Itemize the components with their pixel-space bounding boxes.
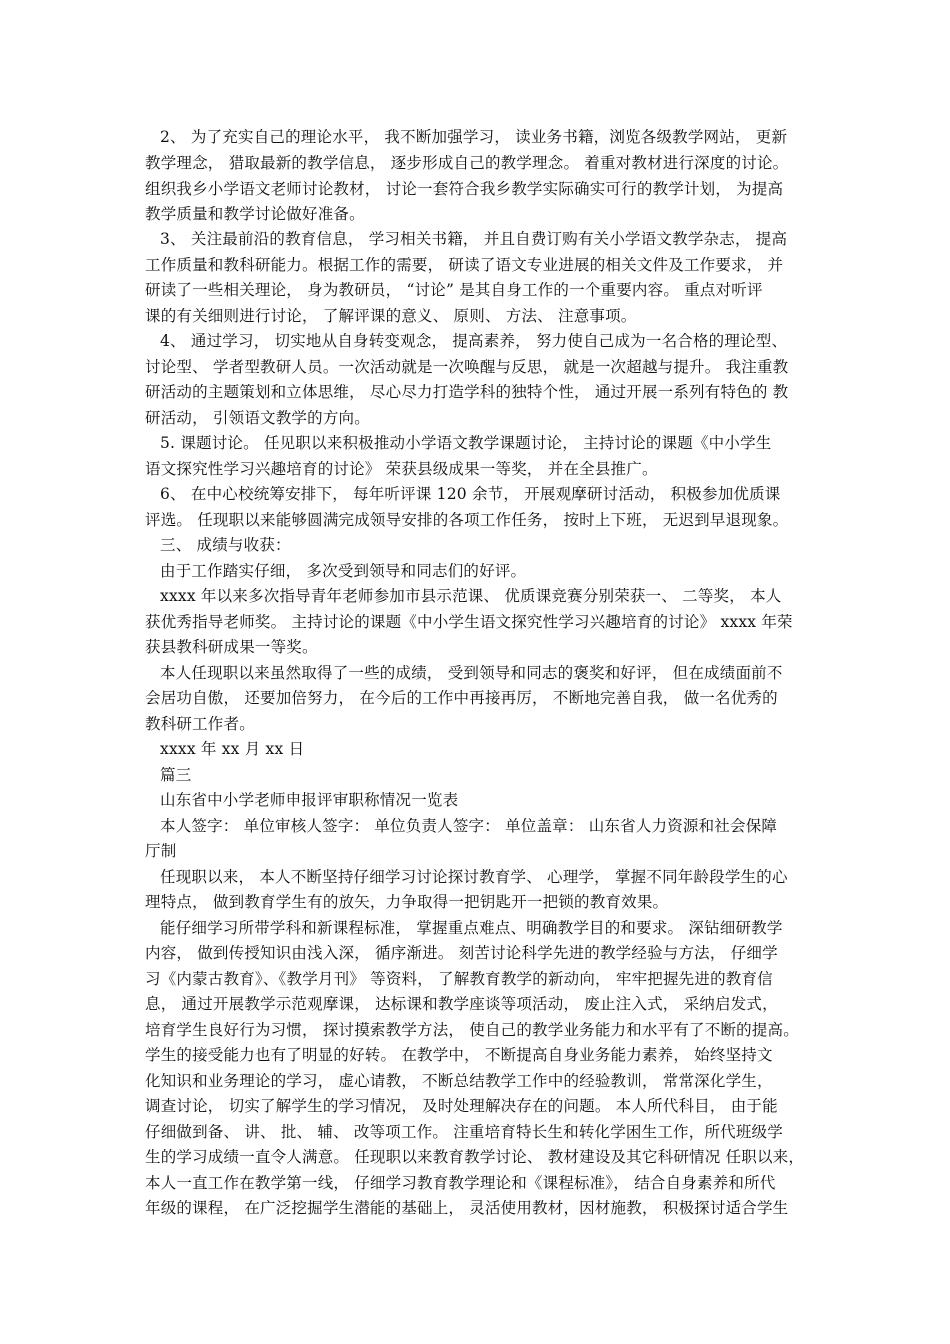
text-line: 课的有关细则进行讨论， 了解评课的意义、 原则、 方法、 注意事项。: [145, 307, 637, 325]
text-line: 年级的课程， 在广泛挖掘学生潜能的基础上， 灵活使用教材，因材施教， 积极探讨适合学生: [145, 1199, 789, 1217]
text-line: 获优秀指导老师奖。 主持讨论的课题《中小学生语文探究性学习兴趣培育的讨论》 xxxx 年荣: [145, 613, 793, 631]
text-line: 6、 在中心校统筹安排下， 每年听评课 120 余节， 开展观摩研讨活动， 积极参加优质课: [160, 485, 781, 503]
text-line: 研读了一些相关理论， 身为教研员， “讨论” 是其自身工作的一个重要内容。 重点对听评: [145, 281, 763, 299]
text-line: 5. 课题讨论。 任见职以来积极推动小学语文教学课题讨论， 主持讨论的课题《中小学生: [160, 434, 772, 452]
text-line: xxxx 年以来多次指导青年老师参加市县示范课、 优质课竞赛分别荣获一、 二等奖， 本人: [160, 587, 782, 605]
table-title: 山东省中小学老师申报评审职称情况一览表: [160, 791, 459, 809]
text-line: 息， 通过开展教学示范观摩课， 达标课和教学座谈等项活动， 废止注入式， 采纳启发式，: [145, 995, 778, 1013]
text-line: 工作质量和教科研能力。根据工作的需要， 研读了语文专业进展的相关文件及工作要求， 并: [145, 256, 784, 274]
text-line: 3、 关注最前沿的教育信息， 学习相关书籍， 并且自费订购有关小学语文教学杂志， 提高: [160, 230, 788, 248]
text-line: 获县教科研成果一等奖。: [145, 638, 318, 656]
text-line: 讨论型、 学者型教研人员。一次活动就是一次唤醒与反思， 就是一次超越与提升。 我注重教: [145, 358, 789, 376]
text-line: 2、 为了充实自己的理论水平， 我不断加强学习， 读业务书籍，浏览各级教学网站， 更新: [160, 128, 788, 146]
text-line: 化知识和业务理论的学习， 虚心请教， 不断总结教学工作中的经验教训， 常常深化学生，: [145, 1072, 773, 1090]
text-line: 厅制: [145, 842, 177, 860]
text-line: 评选。 任现职以来能够圆满完成领导安排的各项工作任务， 按时上下班， 无迟到早退现象。: [145, 511, 789, 529]
section-heading: 三、 成绩与收获：: [160, 536, 291, 554]
text-line: 语文探究性学习兴趣培育的讨论》 荣获县级成果一等奖， 并在全县推广。: [145, 460, 658, 478]
text-line: 理特点， 做到教育学生有的放矢，力争取得一把钥匙开一把锁的教育效果。: [145, 893, 669, 911]
text-line: 研活动的主题策划和立体思维， 尽心尽力打造学科的独特个性， 通过开展一系列有特色的 教: [145, 383, 789, 401]
text-line: 教科研工作者。: [145, 715, 255, 733]
text-line: 生的学习成绩一直令人满意。 任现职以来教育教学讨论、 教材建设及其它科研情况 任职以来，: [145, 1148, 805, 1166]
section-title: 篇三: [160, 766, 192, 784]
text-line: 由于工作踏实仔细， 多次受到领导和同志们的好评。: [160, 562, 527, 580]
text-line: 组织我乡小学语文老师讨论教材， 讨论一套符合我乡教学实际确实可行的教学计划， 为提高: [145, 180, 784, 198]
text-line: 内容， 做到传授知识由浅入深， 循序渐进。 刻苦讨论科学先进的教学经验与方法， 仔细学: [145, 944, 778, 962]
text-line: 本人任现职以来虽然取得了一些的成绩， 受到领导和同志的褒奖和好评， 但在成绩面前不: [160, 664, 783, 682]
text-line: 调查讨论， 切实了解学生的学习情况， 及时处理解决存在的问题。 本人所代科目， 由于能: [145, 1097, 778, 1115]
text-line: 研活动， 引领语文教学的方向。: [145, 409, 370, 427]
text-line: 任现职以来， 本人不断坚持仔细学习讨论探讨教育学、 心理学， 掌握不同年龄段学生的心: [160, 868, 788, 886]
text-line: 会居功自傲， 还要加倍努力， 在今后的工作中再接再厉， 不断地完善自我， 做一名优秀的: [145, 689, 778, 707]
text-line: 教学理念， 猎取最新的教学信息， 逐步形成自己的教学理念。 着重对教材进行深度的讨论。: [145, 154, 789, 172]
text-line: 本人一直工作在教学第一线， 仔细学习教育教学理论和《课程标准》， 结合自身素养和所代: [145, 1174, 776, 1192]
text-line: 仔细做到备、 讲、 批、 辅、 改等项工作。 注重培育特长生和转化学困生工作，所代班级学: [145, 1123, 783, 1141]
text-line: 4、 通过学习， 切实地从自身转变观念， 提高素养， 努力使自己成为一名合格的理论型、: [160, 332, 788, 350]
text-line: 教学质量和教学讨论做好准备。: [145, 205, 365, 223]
text-line: 习《内蒙古教育》、《教学月刊》 等资料， 了解教育教学的新动向， 牢牢把握先进的教育信: [145, 970, 773, 988]
text-line: 培育学生良好行为习惯， 探讨摸索教学方法， 使自己的教学业务能力和水平有了不断的提高。: [145, 1021, 799, 1039]
text-line: 学生的接受能力也有了明显的好转。 在教学中， 不断提高自身业务能力素养， 始终坚持文: [145, 1046, 773, 1064]
date-line: xxxx 年 xx 月 xx 日: [160, 740, 305, 758]
signature-line: 本人签字： 单位审核人签字： 单位负责人签字： 单位盖章： 山东省人力资源和社会保障: [160, 817, 778, 835]
text-line: 能仔细学习所带学科和新课程标准， 掌握重点难点、明确教学目的和要求。 深钻细研教学: [160, 919, 783, 937]
